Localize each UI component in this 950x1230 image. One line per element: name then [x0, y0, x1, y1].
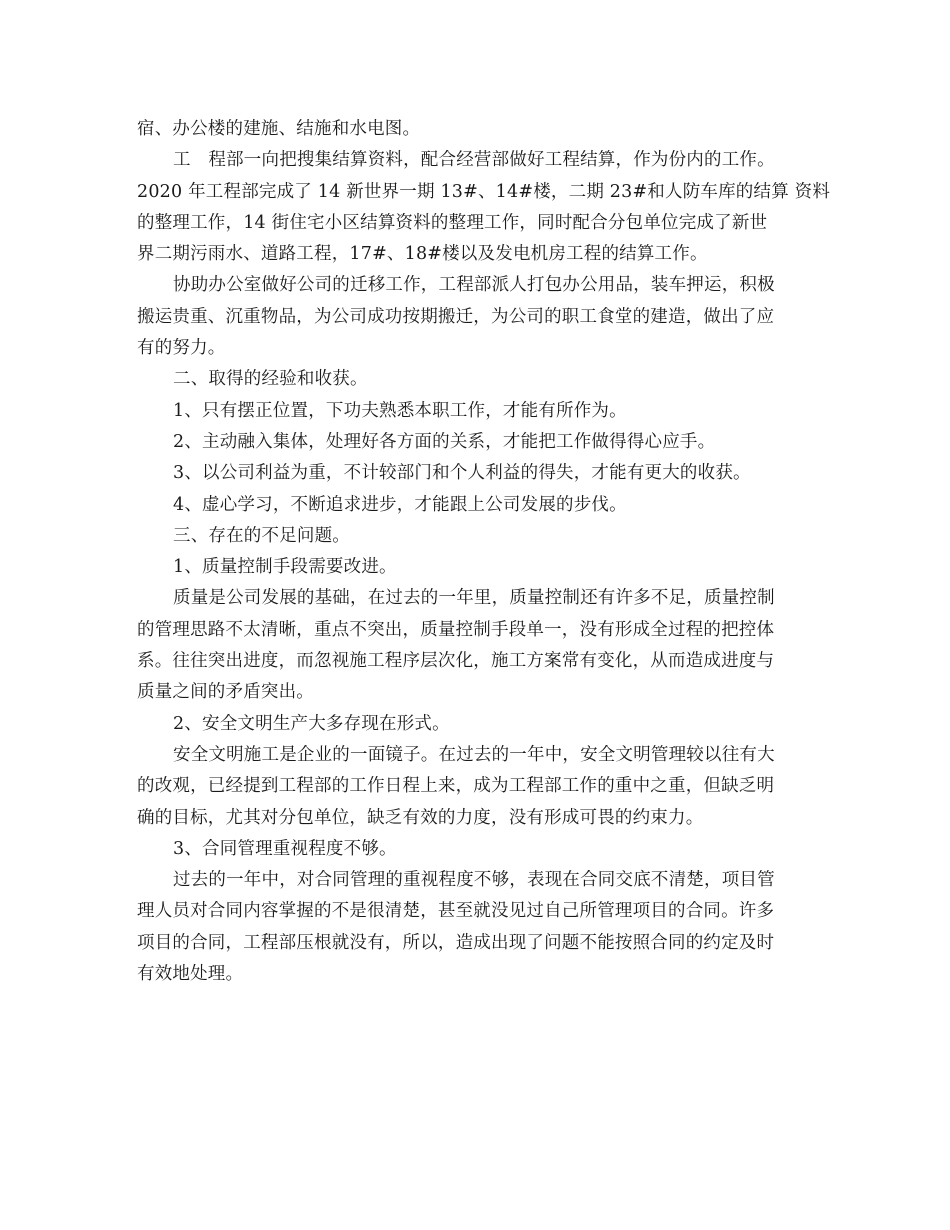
text-line: 安全文明施工是企业的一面镜子。在过去的一年中，安全文明管理较以往有大 — [173, 744, 775, 765]
text-line: 2020 年工程部完成了 14 新世界一期 13#、14#楼，二期 23#和人防车库的结算 资料 — [137, 181, 831, 202]
text-block — [137, 114, 831, 990]
text-line: 搬运贵重、沉重物品，为公司成功按期搬迁，为公司的职工食堂的建造，做出了应 — [137, 306, 775, 327]
text-line: 项目的合同，工程部压根就没有，所以，造成出现了问题不能按照合同的约定及时 — [137, 932, 775, 953]
subsection-heading: 2、安全文明生产大多存现在形式。 — [173, 713, 450, 734]
section-heading: 二、取得的经验和收获。 — [173, 369, 368, 390]
text-line: 协助办公室做好公司的迁移工作，工程部派人打包办公用品，装车押运，积极 — [173, 275, 775, 296]
text-line: 系。往往突出进度，而忽视施工程序层次化，施工方案常有变化，从而造成进度与 — [137, 651, 775, 672]
text-line: 的管理思路不太清晰，重点不突出，质量控制手段单一，没有形成全过程的把控体 — [137, 619, 775, 640]
text-line: 的整理工作，14 街住宅小区结算资料的整理工作，同时配合分包单位完成了新世 — [137, 212, 768, 233]
list-item: 1、只有摆正位置，下功夫熟悉本职工作，才能有所作为。 — [173, 400, 627, 421]
subsection-heading: 1、质量控制手段需要改进。 — [173, 557, 397, 578]
list-item: 3、以公司利益为重，不计较部门和个人利益的得失，才能有更大的收获。 — [173, 463, 751, 484]
text-line: 过去的一年中，对合同管理的重视程度不够，表现在合同交底不清楚，项目管 — [173, 870, 775, 891]
text-line: 有效地处理。 — [137, 964, 244, 985]
list-item: 4、虚心学习，不断追求进步，才能跟上公司发展的步伐。 — [173, 494, 627, 515]
text-line: 界二期污雨水、道路工程，17#、18#楼以及发电机房工程的结算工作。 — [137, 244, 708, 265]
document-body — [137, 114, 831, 990]
subsection-heading: 3、合同管理重视程度不够。 — [173, 838, 397, 859]
section-heading: 三、存在的不足问题。 — [173, 525, 350, 546]
text-line: 有的努力。 — [137, 338, 226, 359]
text-line: 质量之间的矛盾突出。 — [137, 682, 314, 703]
text-line: 质量是公司发展的基础，在过去的一年里，质量控制还有许多不足，质量控制 — [173, 588, 775, 609]
text-line: 的改观，已经提到工程部的工作日程上来，成为工程部工作的重中之重，但缺乏明 — [137, 776, 775, 797]
text-line: 确的目标，尤其对分包单位，缺乏有效的力度，没有形成可畏的约束力。 — [137, 807, 704, 828]
text-line: 理人员对合同内容掌握的不是很清楚，甚至就没见过自己所管理项目的合同。许多 — [137, 901, 775, 922]
text-line: 宿、办公楼的建施、结施和水电图。 — [137, 119, 421, 139]
text-line: 工 程部一向把搜集结算资料，配合经营部做好工程结算，作为份内的工作。 — [173, 150, 775, 171]
list-item: 2、主动融入集体，处理好各方面的关系，才能把工作做得得心应手。 — [173, 431, 716, 452]
